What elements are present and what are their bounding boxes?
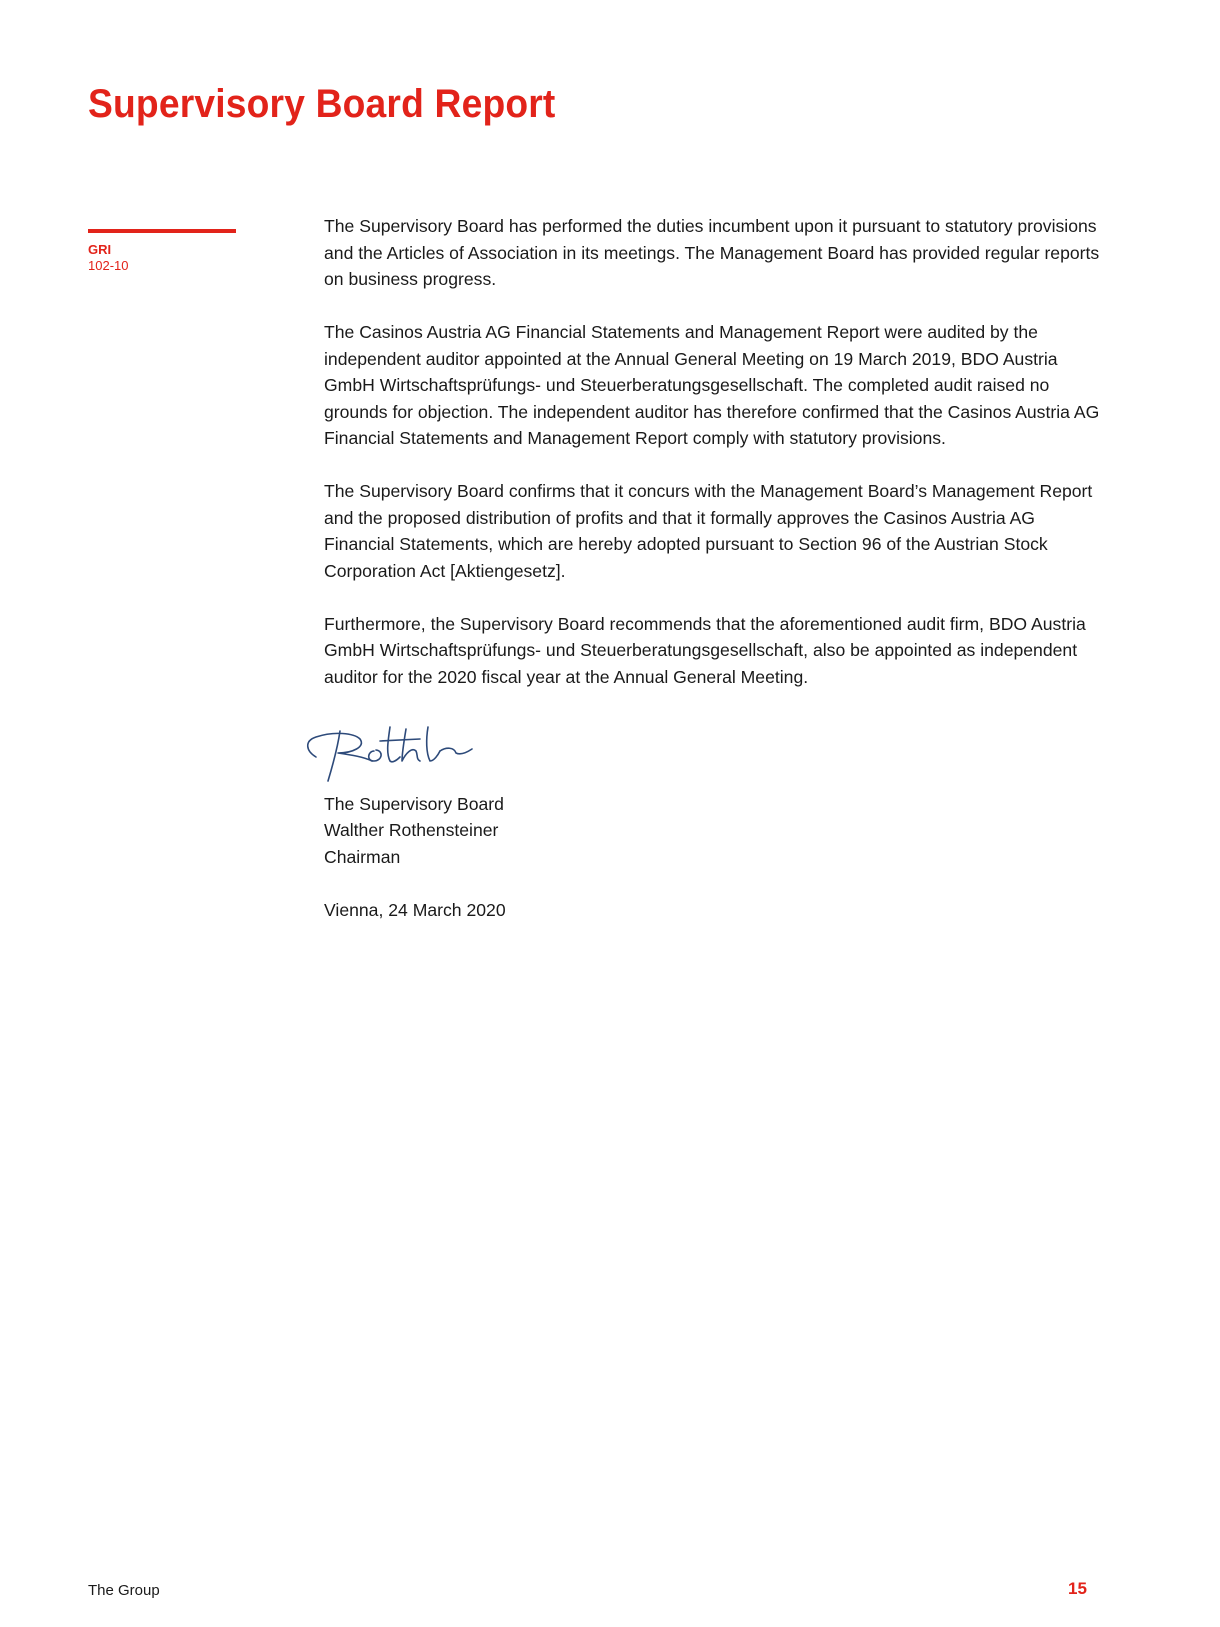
footer-section-label: The Group — [88, 1582, 160, 1599]
footer-page-number: 15 — [1068, 1579, 1087, 1598]
place-date: Vienna, 24 March 2020 — [324, 899, 506, 920]
handwritten-signature-icon — [294, 717, 504, 791]
signatory-name: Walther Rothensteiner — [324, 820, 499, 840]
sign-off-block — [324, 791, 1104, 924]
page-title: Supervisory Board Report — [88, 82, 556, 126]
report-body — [324, 213, 1104, 923]
signatory-body: The Supervisory Board — [324, 793, 504, 814]
gri-code: 102-10 — [88, 258, 129, 273]
gri-margin-note — [88, 229, 236, 274]
margin-rule-divider — [88, 229, 236, 233]
paragraph-approval: The Supervisory Board confirms that it concurs with the Management Board’s Management Report and the proposed distribution of profits and that it formally approves the Casinos Austria AG Financial Statements, which are hereby adopted pursuant to Section 96 of the Austrian Stock Corporation Act [Aktiengesetz]. — [324, 481, 1093, 581]
paragraph-duties: The Supervisory Board has performed the duties incumbent upon it pursuant to statutory provisions and the Articles of Association in its meetings. The Management Board has provided regular reports on business progress. — [324, 216, 1100, 289]
paragraph-recommendation: Furthermore, the Supervisory Board recommends that the aforementioned audit firm, BDO Austria GmbH Wirtschaftsprüfungs- und Steuerberatungsgesellschaft, also be appointed as independent auditor for the 2020 fiscal year at the Annual General Meeting. — [324, 613, 1086, 687]
signatory-role: Chairman — [324, 846, 401, 867]
gri-label: GRI — [88, 242, 112, 257]
paragraph-audit: The Casinos Austria AG Financial Statements and Management Report were audited by the independent auditor appointed at the Annual General Meeting on 19 March 2019, BDO Austria GmbH Wirtschaftsprüfungs- und Steuerberatungsgesellschaft. The completed audit raised no grounds for objection. The independent auditor has therefore confirmed that the Casinos Austria AG Financial Statements and Management Report comply with statutory provisions. — [324, 322, 1100, 448]
